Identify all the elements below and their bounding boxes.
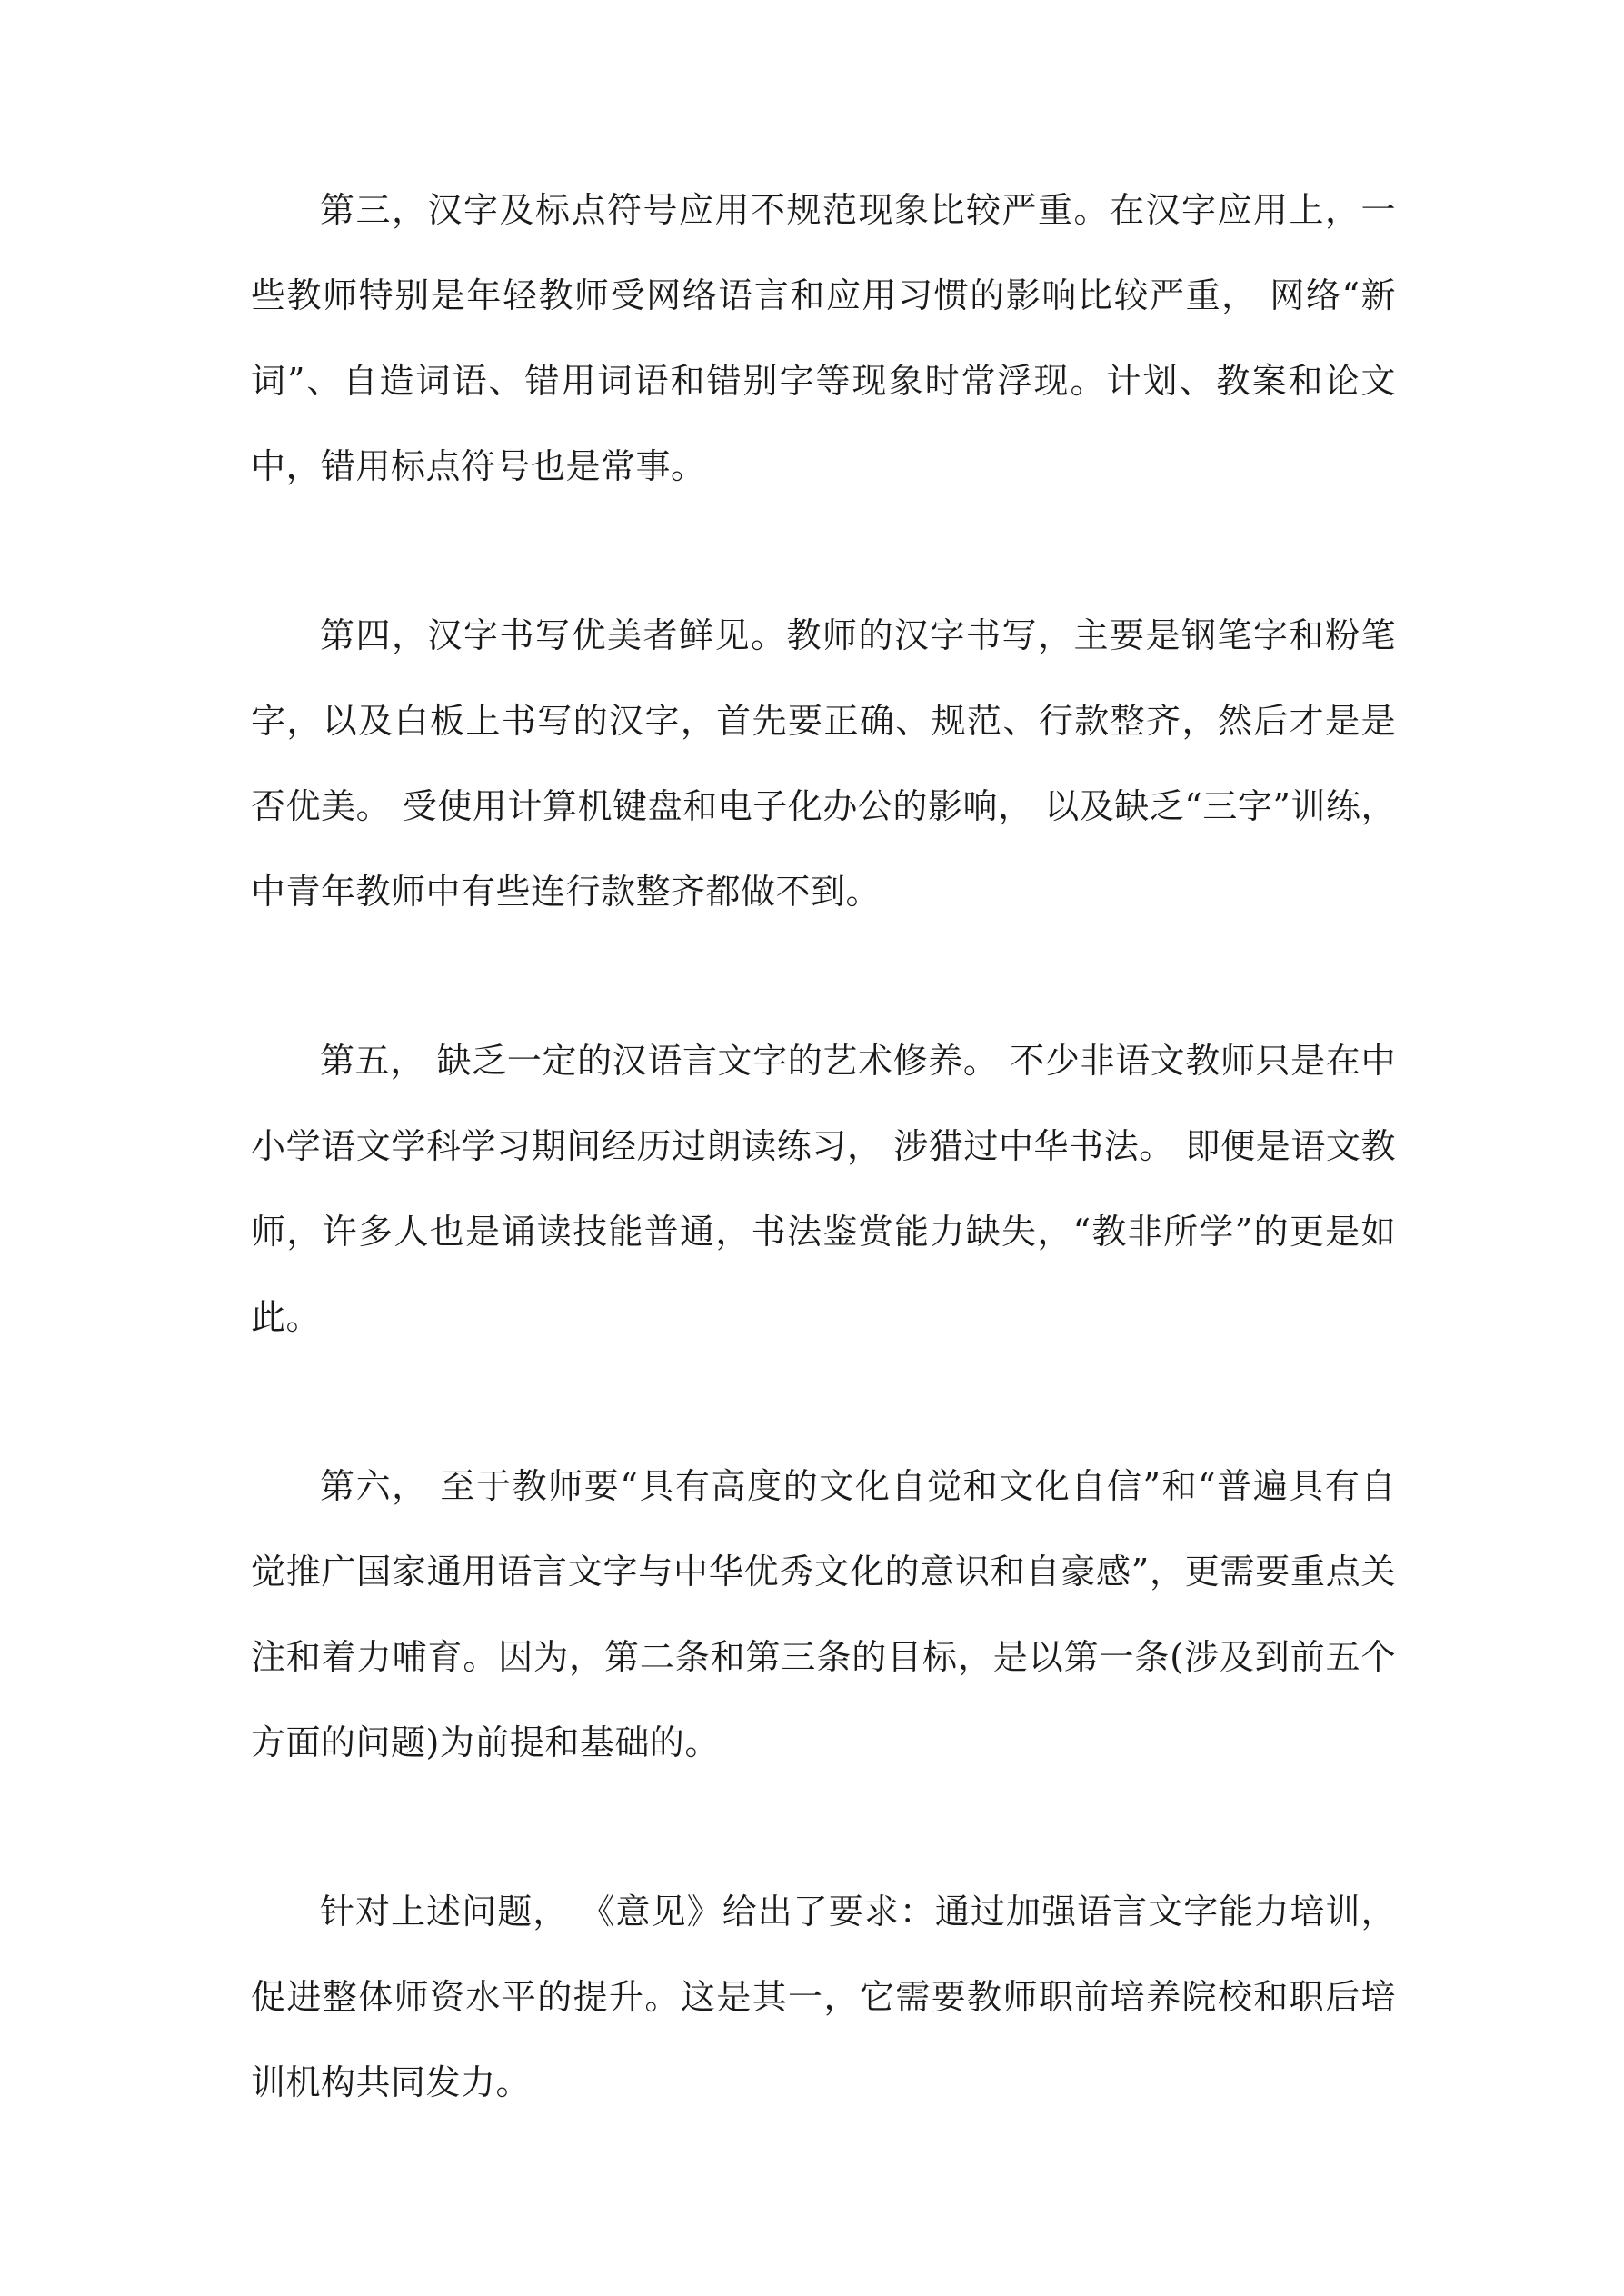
paragraph-fifth-point: 第五， 缺乏一定的汉语言文字的艺术修养。 不少非语文教师只是在中小学语文学科学习期间经历过朗读练习， 涉猎过中华书法。 即便是语文教师，许多人也是诵读技能普通，书法鉴赏能力缺失，“教非所学”的更是如此。	[251, 1041, 1396, 1337]
paragraph-third-point: 第三，汉字及标点符号应用不规范现象比较严重。在汉字应用上，一些教师特别是年轻教师受网络语言和应用习惯的影响比较严重， 网络“新词”、自造词语、错用词语和错别字等现象时常浮现。计划、教案和论文中，错用标点符号也是常事。	[251, 190, 1396, 486]
paragraph-sixth-point: 第六， 至于教师要“具有高度的文化自觉和文化自信”和“普遍具有自觉推广国家通用语言文字与中华优秀文化的意识和自豪感”，更需要重点关注和着力哺育。因为，第二条和第三条的目标，是以第一条(涉及到前五个方面的问题)为前提和基础的。	[251, 1466, 1396, 1762]
paragraph-fourth-point: 第四，汉字书写优美者鲜见。教师的汉字书写，主要是钢笔字和粉笔字，以及白板上书写的汉字，首先要正确、规范、行款整齐，然后才是是否优美。 受使用计算机键盘和电子化办公的影响， 以及缺乏“三字”训练，中青年教师中有些连行款整齐都做不到。	[251, 615, 1396, 912]
document-body	[251, 167, 1396, 2125]
paragraph-requirements: 针对上述问题， 《意见》给出了要求：通过加强语言文字能力培训，促进整体师资水平的提升。这是其一，它需要教师职前培养院校和职后培训机构共同发力。	[251, 1892, 1396, 2102]
